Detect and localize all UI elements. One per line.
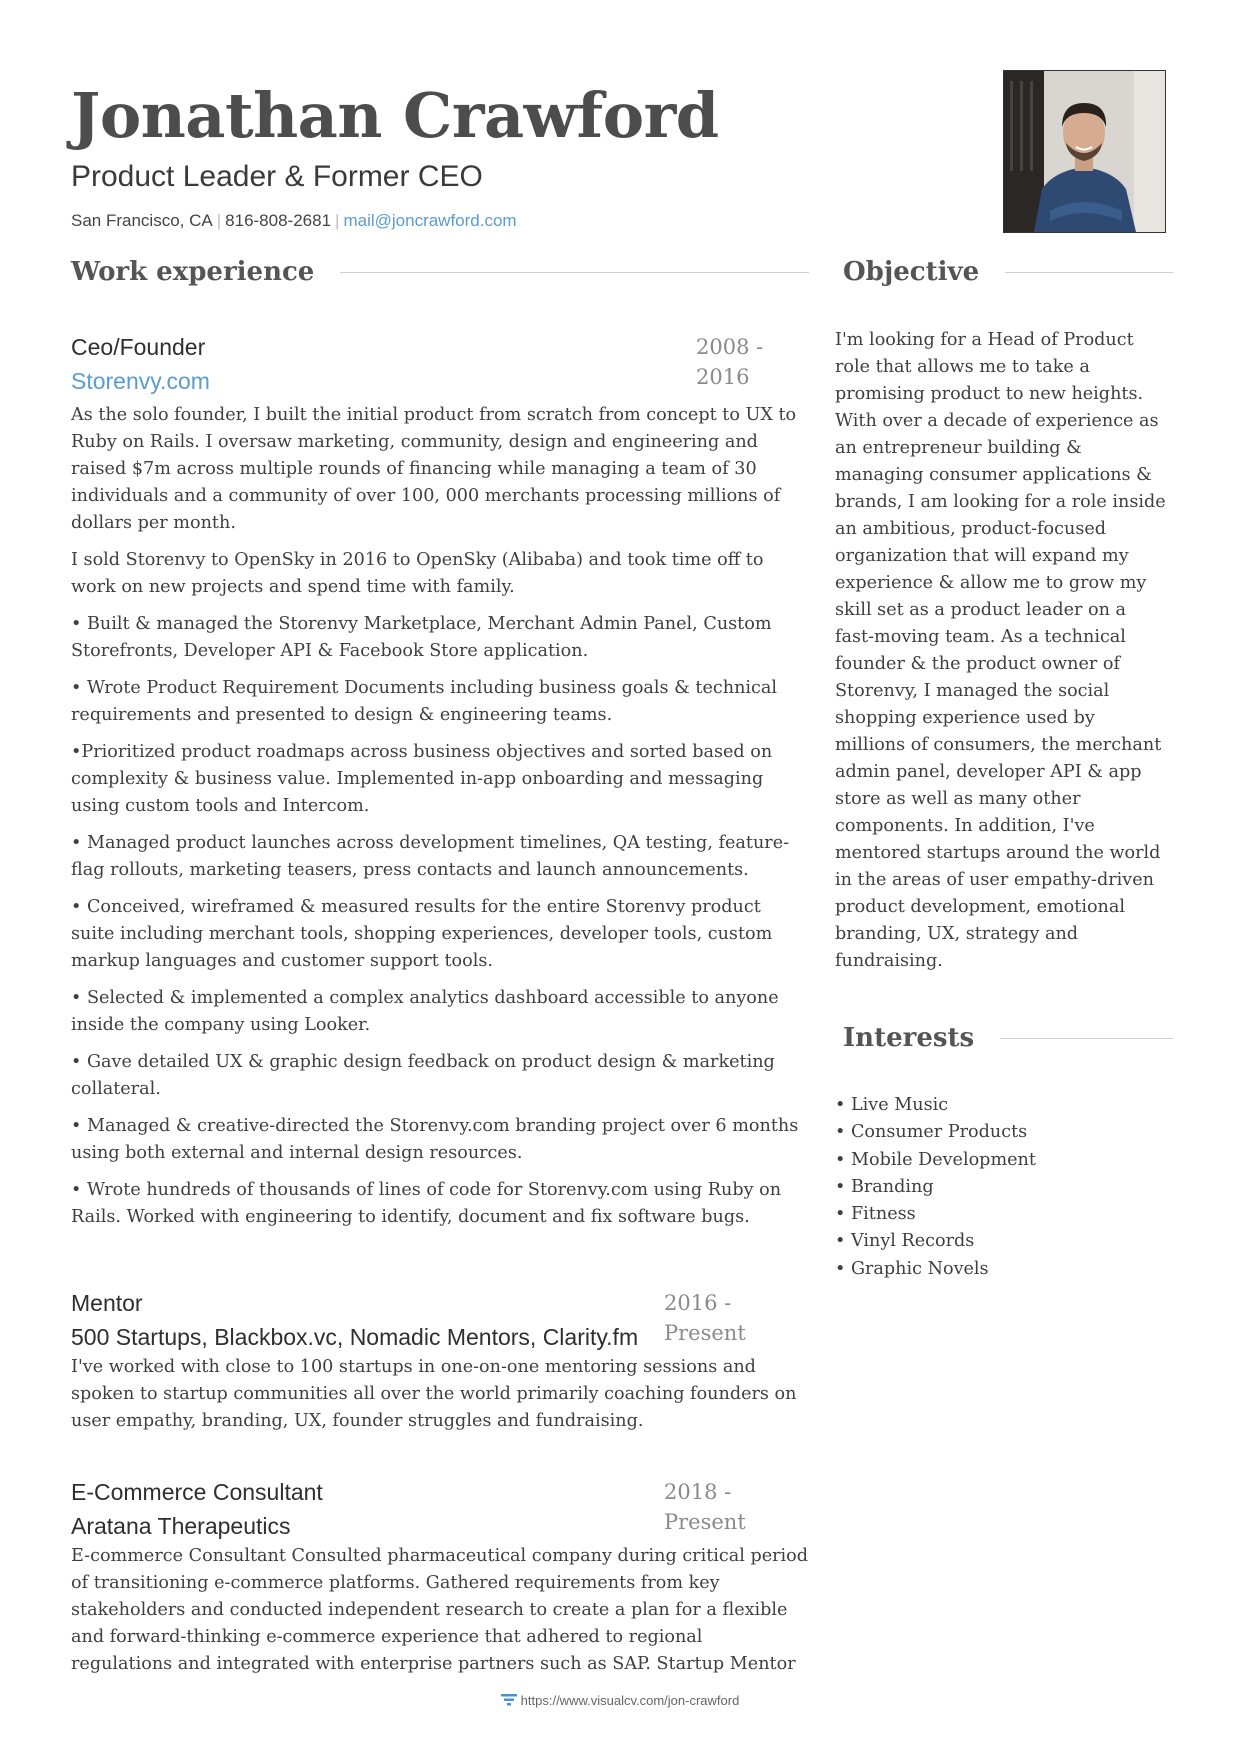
job-bullet: • Gave detailed UX & graphic design feedback on product design & marketing collateral.	[71, 1052, 775, 1099]
job-entry	[71, 330, 809, 1241]
email-link[interactable]: mail@joncrawford.com	[343, 211, 517, 230]
job-entry	[71, 1475, 809, 1688]
interests-list	[835, 1092, 1169, 1283]
job-description	[71, 1543, 809, 1678]
visualcv-logo-icon	[501, 1694, 517, 1709]
objective-text: I'm looking for a Head of Product role that allows me to take a promising product to new heights. With over a decade of experience as an entrepreneur building & managing consumer applications & brands, I am looking for a role inside an ambitious, product-focused organization that will expand my experience & allow me to grow my skill set as a product leader on a fast-moving team. As a technical founder & the product owner of Storenvy, I managed the social shopping experience used by millions of consumers, the merchant admin panel, developer API & app store as well as many other components. In addition, I've mentored startups around the world in the areas of user empathy-driven product development, emotional branding, UX, strategy and fundraising.	[835, 330, 1166, 971]
interest-item: • Fitness	[835, 1204, 916, 1225]
job-description	[71, 402, 809, 1231]
objective-heading	[843, 252, 1173, 292]
objective-title: Objective	[843, 257, 980, 287]
work-experience-heading	[71, 252, 809, 292]
job-date-end: Present	[664, 1510, 746, 1534]
job-title: E-Commerce Consultant	[71, 1479, 323, 1505]
profile-photo	[1003, 70, 1166, 233]
job-bullet: •Prioritized product roadmaps across business objectives and sorted based on complexity & business value. Implemented in-app onboarding and messaging using custom tools and Intercom.	[71, 742, 773, 816]
footer-url-link[interactable]: https://www.visualcv.com/jon-crawford	[520, 1693, 740, 1708]
job-date-end: 2016	[696, 365, 750, 389]
location-text: San Francisco, CA	[71, 211, 213, 230]
job-dates	[664, 1288, 754, 1348]
job-company-link[interactable]: Storenvy.com	[71, 368, 210, 394]
profile-photo-illustration	[1004, 71, 1165, 232]
job-company: Aratana Therapeutics	[71, 1513, 291, 1539]
interests-heading	[843, 1018, 1173, 1058]
contact-separator: |	[216, 211, 222, 230]
interest-item: • Live Music	[835, 1095, 949, 1115]
interest-item: • Consumer Products	[835, 1122, 1028, 1143]
job-bullet: • Managed product launches across development timelines, QA testing, feature-flag rollouts, marketing teasers, press contacts and launch announcements.	[71, 833, 790, 880]
contact-line	[71, 209, 517, 233]
job-company: 500 Startups, Blackbox.vc, Nomadic Mentors, Clarity.fm	[71, 1324, 639, 1350]
phone-text: 816-808-2681	[225, 211, 332, 230]
interest-item: • Graphic Novels	[835, 1258, 989, 1279]
candidate-headline: Product Leader & Former CEO	[71, 160, 483, 193]
job-date-end: Present	[664, 1321, 746, 1345]
work-experience-title: Work experience	[71, 257, 315, 287]
interest-item: • Vinyl Records	[835, 1231, 975, 1252]
job-bullet: • Wrote hundreds of thousands of lines of code for Storenvy.com using Ruby on Rails. Worked with engineering to identify, document and fix software bugs.	[71, 1180, 782, 1227]
job-paragraph: I sold Storenvy to OpenSky in 2016 to OpenSky (Alibaba) and took time off to work on new projects and spend time with family.	[71, 550, 764, 597]
job-dates	[696, 332, 786, 392]
candidate-name: Jonathan Crawford	[71, 79, 719, 152]
job-entry	[71, 1286, 809, 1445]
interest-item: • Branding	[835, 1176, 934, 1197]
footer	[0, 1693, 1240, 1709]
section-divider	[340, 272, 809, 273]
job-dates	[664, 1477, 754, 1537]
job-bullet: • Managed & creative-directed the Storenvy.com branding project over 6 months using both external and internal design resources.	[71, 1116, 799, 1163]
section-divider	[1000, 1038, 1173, 1039]
job-title: Ceo/Founder	[71, 334, 206, 360]
job-paragraph: As the solo founder, I built the initial product from scratch from concept to UX to Ruby on Rails. I oversaw marketing, community, design and engineering and raised $7m across multiple rounds of financing while managing a team of 30 individuals and a community of over 100, 000 merchants processing millions of dollars per month.	[71, 405, 797, 533]
section-divider	[1005, 272, 1173, 273]
job-title: Mentor	[71, 1290, 143, 1316]
job-date-start: 2016 -	[664, 1291, 732, 1315]
job-description	[71, 1354, 809, 1435]
interest-item: • Mobile Development	[835, 1149, 1036, 1170]
job-date-start: 2008 -	[696, 335, 764, 359]
job-bullet: • Wrote Product Requirement Documents including business goals & technical requirements and presented to design & engineering teams.	[71, 678, 778, 725]
job-bullet: • Built & managed the Storenvy Marketplace, Merchant Admin Panel, Custom Storefronts, Developer API & Facebook Store application.	[71, 614, 772, 661]
job-paragraph: E-commerce Consultant Consulted pharmaceutical company during critical period of transitioning e-commerce platforms. Gathered requirements from key stakeholders and conducted independent research to create a plan for a flexible and forward-thinking e-commerce experience that adhered to regional regulations and integrated with enterprise partners such as SAP. Startup Mentor	[71, 1546, 809, 1674]
job-bullet: • Selected & implemented a complex analytics dashboard accessible to anyone inside the company using Looker.	[71, 988, 779, 1035]
job-paragraph: I've worked with close to 100 startups in one-on-one mentoring sessions and spoken to startup communities all over the world primarily coaching founders on user empathy, branding, UX, founder struggles and fundraising.	[71, 1357, 797, 1431]
interests-title: Interests	[843, 1023, 975, 1053]
job-date-start: 2018 -	[664, 1480, 732, 1504]
contact-separator: |	[335, 211, 340, 230]
job-bullet: • Conceived, wireframed & measured results for the entire Storenvy product suite including merchant tools, shopping experiences, developer tools, custom markup languages and customer support tools.	[71, 897, 773, 971]
